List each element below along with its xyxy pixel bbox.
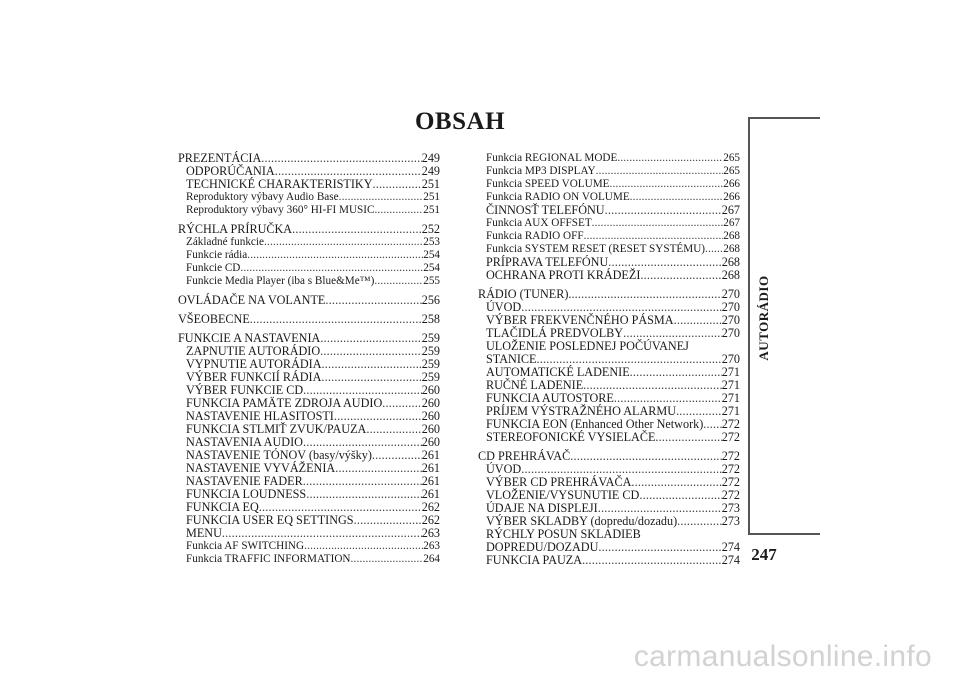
- toc-entry[interactable]: RÁDIO (TUNER). ..... 270: [478, 288, 740, 301]
- toc-entry[interactable]: VÝBER CD PREHRÁVAČA ..... 272: [478, 476, 740, 489]
- section-frame-top: [748, 117, 820, 119]
- toc-entry[interactable]: RÝCHLY POSUN SKLADIEB: [486, 527, 641, 541]
- toc-entry[interactable]: Základné funkcie ..... 253: [178, 236, 440, 249]
- toc-entry[interactable]: VÝBER FREKVENČNÉHO PÁSMA ..... 270: [478, 314, 740, 327]
- toc-entry[interactable]: Funkcia RADIO OFF ..... 268: [478, 230, 740, 243]
- toc-entry[interactable]: VYPNUTIE AUTORÁDIA ..... 259: [178, 358, 440, 371]
- toc-entry[interactable]: ZAPNUTIE AUTORÁDIO ..... 259: [178, 345, 440, 358]
- toc-entry[interactable]: TLAČIDLÁ PREDVOLBY ..... 270: [478, 327, 740, 340]
- toc-entry[interactable]: PREZENTÁCIA ..... 249: [178, 152, 440, 165]
- toc-left-column: [178, 152, 440, 566]
- toc-entry[interactable]: RUČNÉ LADENIE ..... 271: [478, 379, 740, 392]
- toc-entry[interactable]: Reproduktory výbavy 360° HI-FI MUSIC ..... 251: [178, 204, 440, 217]
- toc-entry[interactable]: OVLÁDAČE NA VOLANTE ..... 256: [178, 294, 440, 307]
- toc-entry[interactable]: CD PREHRÁVAČ ..... 272: [478, 450, 740, 463]
- toc-entry[interactable]: VÝBER FUNKCIE CD ..... 260: [178, 384, 440, 397]
- page-title: OBSAH: [414, 108, 506, 135]
- toc-entry[interactable]: Funkcia RADIO ON VOLUME ..... 266: [478, 191, 740, 204]
- section-frame-bottom: [748, 533, 820, 535]
- toc-entry[interactable]: AUTOMATICKÉ LADENIE ..... 271: [478, 366, 740, 379]
- toc-entry[interactable]: Funkcie Media Player (iba s Blue&Me™) ..... 255: [178, 275, 440, 288]
- toc-entry[interactable]: Funkcia AF SWITCHING ..... 263: [178, 540, 440, 553]
- toc-entry[interactable]: FUNKCIA USER EQ SETTINGS ..... 262: [178, 514, 440, 527]
- toc-entry[interactable]: ODPORÚČANIA ..... 249: [178, 165, 440, 178]
- toc-entry[interactable]: PRÍPRAVA TELEFÓNU ..... 268: [478, 256, 740, 269]
- toc-entry[interactable]: NASTAVENIE HLASITOSTI ..... 260: [178, 410, 440, 423]
- section-side-label: AUTORÁDIO: [756, 275, 771, 361]
- toc-entry[interactable]: STEREOFONICKÉ VYSIELAČE ..... 272: [478, 431, 740, 444]
- section-frame-line: [748, 117, 750, 535]
- toc-entry[interactable]: Funkcia TRAFFIC INFORMATION ..... 264: [178, 553, 440, 566]
- toc-entry[interactable]: Funkcia SPEED VOLUME ..... 266: [478, 178, 740, 191]
- toc-entry[interactable]: Funkcie CD ..... 254: [178, 262, 440, 275]
- toc-entry[interactable]: VÝBER FUNKCIÍ RÁDIA ..... 259: [178, 371, 440, 384]
- toc-right-column: [478, 152, 740, 567]
- toc-entry[interactable]: ÚVOD ..... 272: [478, 463, 740, 476]
- toc-entry[interactable]: Funkcie rádia ..... 254: [178, 249, 440, 262]
- toc-entry[interactable]: FUNKCIE A NASTAVENIA ..... 259: [178, 332, 440, 345]
- toc-entry[interactable]: FUNKCIA LOUDNESS ..... 261: [178, 488, 440, 501]
- toc-entry[interactable]: NASTAVENIA AUDIO ..... 260: [178, 436, 440, 449]
- toc-entry[interactable]: NASTAVENIE TÓNOV (basy/výšky) ..... 261: [178, 449, 440, 462]
- toc-entry[interactable]: FUNKCIA PAMÄTE ZDROJA AUDIO ..... 260: [178, 397, 440, 410]
- toc-entry[interactable]: ÚDAJE NA DISPLEJI ..... 273: [478, 502, 740, 515]
- toc-entry[interactable]: FUNKCIA EQ ..... 262: [178, 501, 440, 514]
- page-number: 247: [751, 545, 777, 564]
- toc-entry[interactable]: Reproduktory výbavy Audio Base ..... 251: [178, 191, 440, 204]
- toc-entry[interactable]: NASTAVENIE FADER ..... 261: [178, 475, 440, 488]
- toc-entry[interactable]: Funkcia SYSTEM RESET (RESET SYSTÉMU) ..... 268: [478, 243, 740, 256]
- toc-entry[interactable]: FUNKCIA EON (Enhanced Other Network) ..... 272: [478, 418, 740, 431]
- toc-entry[interactable]: TECHNICKÉ CHARAKTERISTIKY ..... 251: [178, 178, 440, 191]
- toc-entry[interactable]: Funkcia REGIONAL MODE ..... 265: [478, 152, 740, 165]
- toc-entry[interactable]: NASTAVENIE VYVÁŽENIA ..... 261: [178, 462, 440, 475]
- toc-entry[interactable]: RÝCHLA PRÍRUČKA ..... 252: [178, 223, 440, 236]
- watermark: carmanualsonline.info: [633, 640, 932, 673]
- toc-entry[interactable]: PRÍJEM VÝSTRAŽNÉHO ALARMU ..... 271: [478, 405, 740, 418]
- toc-entry[interactable]: VŠEOBECNE ..... 258: [178, 313, 440, 326]
- toc-entry[interactable]: ÚVOD ..... 270: [478, 301, 740, 314]
- toc-entry[interactable]: FUNKCIA AUTOSTORE ..... 271: [478, 392, 740, 405]
- toc-entry[interactable]: VLOŽENIE/VYSUNUTIE CD ..... 272: [478, 489, 740, 502]
- toc-entry[interactable]: OCHRANA PROTI KRÁDEŽI ..... 268: [478, 269, 740, 282]
- toc-entry[interactable]: Funkcia MP3 DISPLAY ..... 265: [478, 165, 740, 178]
- toc-entry[interactable]: FUNKCIA PAUZA ..... 274: [478, 554, 740, 567]
- toc-entry[interactable]: ULOŽENIE POSLEDNEJ POČÚVANEJ: [486, 339, 689, 353]
- toc-entry[interactable]: FUNKCIA STLMIŤ ZVUK/PAUZA ..... 260: [178, 423, 440, 436]
- toc-entry[interactable]: ČINNOSŤ TELEFÓNU ..... 267: [478, 204, 740, 217]
- toc-entry[interactable]: VÝBER SKLADBY (dopredu/dozadu) ..... 273: [478, 515, 740, 528]
- toc-entry[interactable]: MENU ..... 263: [178, 527, 440, 540]
- toc-entry[interactable]: DOPREDU/DOZADU ..... 274: [478, 541, 740, 554]
- toc-entry[interactable]: Funkcia AUX OFFSET ..... 267: [478, 217, 740, 230]
- toc-entry[interactable]: STANICE ..... 270: [478, 353, 740, 366]
